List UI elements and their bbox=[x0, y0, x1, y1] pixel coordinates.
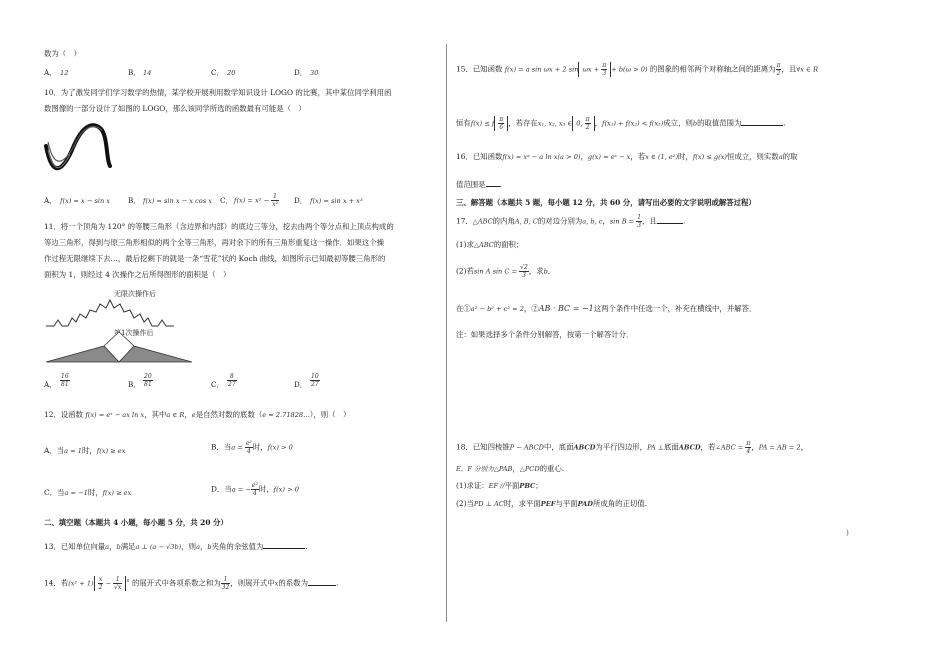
q10-logo-figure bbox=[44, 120, 116, 180]
q10-option-a-label: A． bbox=[44, 196, 57, 205]
q11-line4: 面积为 1，则经过 4 次操作之后所得图形的面积是（ ） bbox=[44, 270, 231, 279]
q18-part2: (2)当PD ⊥ AC时，求平面PEF与平面PAD所成角的正切值. bbox=[456, 499, 648, 508]
q11-option-a-fraction: $\frac{16}{81}$ bbox=[61, 373, 69, 388]
q9-option-b-label: B． bbox=[128, 68, 141, 77]
q18-part1: (1)求证：EF //平面PBC； bbox=[456, 481, 543, 490]
q9-option-c-value: 20 bbox=[227, 69, 236, 77]
q17-part1: (1)求△ABC的面积； bbox=[456, 240, 524, 249]
q10-option-c-label: C． bbox=[220, 196, 233, 205]
q11-option-d-fraction: $\frac{10}{27}$ bbox=[311, 373, 319, 388]
q11-line2: 等边三角形，得到与原三角形相似的两个全等三角形，再对余下的所有三角形重复这一操作．如果这个操 bbox=[44, 238, 384, 247]
q12-option-c: C．当a = −1时，f(x) ≥ ex bbox=[44, 488, 132, 497]
q16-stem-line1: 16．已知函数f(x) = xᵃ − a ln x(a > 0)，g(x) = eˣ − x，若x ∈ (1, e²)时，f(x) ≤ g(x)恒成立，则实数a的取 bbox=[456, 152, 798, 161]
q11-figure-label-top: 无限次操作后 bbox=[114, 290, 156, 298]
q17-condition-blank[interactable] bbox=[657, 217, 683, 224]
q9-tail: 数为（ ） bbox=[44, 49, 81, 58]
q13-stem: 13．已知单位向量a，b满足a ⊥ (a − √3b)，则a，b夹角的余弦值为 . bbox=[44, 542, 308, 551]
q11-koch-curve-figure bbox=[46, 298, 174, 334]
q18-stem-line1: 18．已知四棱锥P − ABCD中，底面ABCD为平行四边形，PA ⊥底面ABCD，若∠ABC = $\frac{\pi}{4}$ ，PA = AB = 2， bbox=[456, 440, 808, 455]
q16-stem-line2: 值范围是 . bbox=[456, 180, 502, 189]
q17-stem: 17．△ABC的内角A, B, C的对边分别为a, b, c，sin B = $\frac{1}{3}$ ，且 . bbox=[456, 214, 686, 229]
q11-option-b-fraction: $\frac{20}{81}$ bbox=[144, 373, 152, 388]
q12-stem: 12．设函数 f(x) = eˣ − ax ln x，其中a ∈ R，e是自然对数的底数（e ≈ 2.71828…），则（ ） bbox=[44, 410, 351, 419]
q10-stem-line1: 10．为了激发同学们学习数学的热情，某学校开展利用数学知识设计 LOGO 的比赛，其中某位同学利用函 bbox=[44, 88, 392, 97]
q9-option-c-label: C． bbox=[211, 68, 224, 77]
q15-stem-line2: 恒有f(x) ≤ f $\frac{\pi}{6}$ ，若存在x₁, x₂, x₃ ∈ 0, $\frac{\pi}{2}$ ，f(x₁) + f(x₂) < f(x₃)成立，则b的取值范围为 . bbox=[456, 116, 786, 131]
q14-answer-blank[interactable] bbox=[308, 579, 336, 586]
q10-option-b-formula: f(x) = sin x − x cos x bbox=[143, 197, 212, 205]
section-2-heading: 二、填空题（本题共 4 小题，每小题 5 分，共 20 分） bbox=[44, 518, 228, 527]
q9-option-a-value: 12 bbox=[60, 69, 69, 77]
q12-option-b: B．当a = $\frac{\text{e²}}{4}$ 时，f(x) > 0 bbox=[211, 440, 293, 455]
q12-option-a: A．当a = 1时，f(x) ≥ ex bbox=[44, 446, 126, 455]
column-divider bbox=[446, 44, 447, 622]
q10-option-c-formula: f(x) = x² − $\frac{1}{\text{x²}}$ bbox=[234, 193, 278, 208]
q15-answer-blank[interactable] bbox=[741, 119, 783, 126]
q10-option-a-formula: f(x) = x − sin x bbox=[60, 197, 111, 205]
q11-figure-label-bottom: 第1次操作后 bbox=[114, 329, 154, 337]
q16-answer-blank[interactable] bbox=[486, 180, 500, 187]
q14-stem: 14．若(x² + 1) $\frac{x}{2}$ − $\frac{1}{√x}$ $^n$ 的展开式中各项系数之和为 $\frac{1}{32}$ ，则展开式中x的系数为 . bbox=[44, 576, 339, 591]
q11-option-c-label: C． bbox=[211, 380, 224, 389]
q11-first-operation-figure bbox=[44, 330, 194, 368]
q9-option-d-label: D． bbox=[294, 68, 307, 77]
q10-stem-line2: 数图像的一部分设计了如图的 LOGO，那么该同学所选的函数最有可能是（ ） bbox=[44, 104, 306, 113]
q11-line3: 作过程无限继续下去…，最后挖剩下的就是一条“雪花”状的 Koch 曲线，如图所示已知最初等腰三角形的 bbox=[44, 254, 386, 263]
q11-option-a-label: A． bbox=[44, 380, 57, 389]
q10-option-d-label: D． bbox=[294, 196, 307, 205]
q9-option-a-label: A． bbox=[44, 68, 57, 77]
q17-part2: (2)若sin A sin C = $\frac{√2}{3}$ ，求b． bbox=[456, 264, 556, 279]
q15-stem-line1: 15．已知函数 f(x) = a sin ωx + 2 sin ωx + $\frac{\pi}{3}$ + b(ω > 0) 的图象的相邻两个对称轴之间的距离为 $\frac{\pi}{2}$ ，且∀x ∈ R bbox=[456, 62, 819, 77]
q9-option-b-value: 14 bbox=[143, 69, 152, 77]
q11-option-d-label: D． bbox=[294, 380, 307, 389]
stray-parenthesis: ) bbox=[846, 528, 849, 537]
q17-note: 注：如果选择多个条件分别解答，按第一个解答计分． bbox=[456, 330, 634, 339]
q10-option-d-formula: f(x) = sin x + x³ bbox=[310, 197, 363, 205]
q18-stem-line2: E，F 分别为△PAB，△PCD的重心. bbox=[456, 464, 565, 473]
q10-option-b-label: B． bbox=[128, 196, 141, 205]
q11-line1: 11．将一个顶角为 120° 的等腰三角形（含边界和内部）的底边三等分，挖去由两个等分点和上顶点构成的 bbox=[44, 222, 394, 231]
q17-conditions: 在①a² − b² + c² = 2，②AB · BC = −1这两个条件中任选一个，补充在横线中，并解答． bbox=[456, 304, 757, 313]
section-3-heading: 三、解答题（本题共 5 题，每小题 12 分，共 60 分，请写出必要的文字说明或解答过程） bbox=[456, 198, 756, 207]
q9-option-d-value: 30 bbox=[310, 69, 319, 77]
q11-option-b-label: B． bbox=[128, 380, 141, 389]
q11-option-c-fraction: $\frac{8}{27}$ bbox=[228, 373, 236, 388]
q13-answer-blank[interactable] bbox=[263, 542, 305, 549]
q12-option-d: D．当a = − $\frac{\text{e²}}{4}$ 时，f(x) > 0 bbox=[211, 482, 299, 497]
